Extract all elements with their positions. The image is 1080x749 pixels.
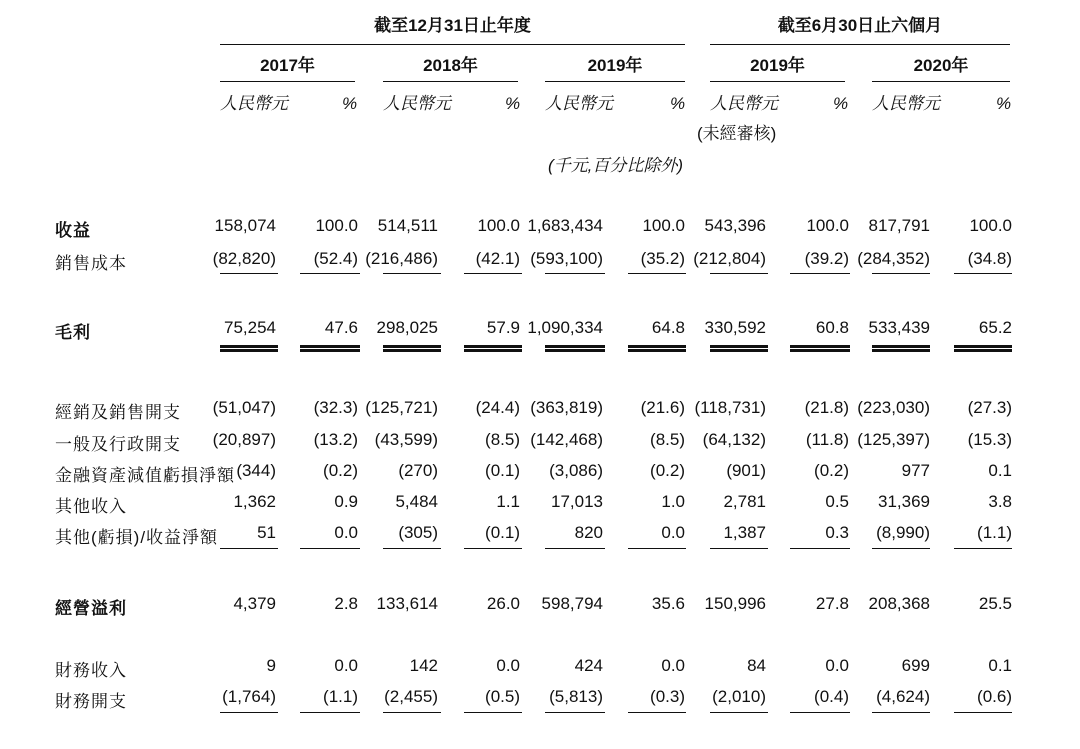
amount-cell: 150,996 bbox=[704, 594, 766, 613]
total-double-rule bbox=[872, 345, 930, 352]
total-double-rule bbox=[790, 345, 850, 352]
subtotal-rule bbox=[628, 712, 686, 713]
amount-cell: (2,455) bbox=[384, 687, 438, 706]
percent-cell: 0.1 bbox=[988, 656, 1012, 675]
percent-header: % bbox=[833, 94, 849, 113]
row-label: 其他(虧損)/收益淨額 bbox=[55, 528, 219, 547]
percent-cell: (0.2) bbox=[814, 461, 849, 480]
subtotal-rule bbox=[710, 548, 768, 549]
percent-cell: (34.8) bbox=[967, 249, 1012, 268]
percent-cell: 0.3 bbox=[825, 523, 849, 542]
amount-cell: 2,781 bbox=[723, 492, 766, 511]
total-double-rule bbox=[954, 345, 1012, 352]
amount-cell: 5,484 bbox=[395, 492, 438, 511]
year-rule bbox=[545, 81, 685, 82]
amount-cell: (4,624) bbox=[876, 687, 930, 706]
percent-header: % bbox=[342, 94, 358, 113]
percent-cell: (0.1) bbox=[485, 523, 520, 542]
amount-cell: (142,468) bbox=[530, 430, 603, 449]
percent-cell: 64.8 bbox=[651, 318, 685, 337]
percent-cell: (8.5) bbox=[650, 430, 685, 449]
percent-cell: (8.5) bbox=[485, 430, 520, 449]
percent-cell: 27.8 bbox=[815, 594, 849, 613]
subtotal-rule bbox=[464, 712, 522, 713]
currency-header: 人民幣元 bbox=[383, 94, 451, 113]
amount-cell: 977 bbox=[901, 461, 930, 480]
currency-header: 人民幣元 bbox=[545, 94, 613, 113]
currency-header: 人民幣元 bbox=[220, 94, 288, 113]
percent-cell: (0.2) bbox=[323, 461, 358, 480]
subtotal-rule bbox=[545, 712, 605, 713]
percent-cell: (11.8) bbox=[805, 430, 849, 449]
percent-cell: 100.0 bbox=[315, 216, 358, 235]
percent-cell: (0.1) bbox=[485, 461, 520, 480]
amount-cell: (5,813) bbox=[549, 687, 603, 706]
amount-cell: 1,090,334 bbox=[527, 318, 603, 337]
unaudited-note: (未經審核) bbox=[697, 124, 777, 143]
percent-cell: (52.4) bbox=[313, 249, 358, 268]
amount-cell: (284,352) bbox=[857, 249, 930, 268]
amount-cell: (901) bbox=[726, 461, 766, 480]
amount-cell: 84 bbox=[747, 656, 766, 675]
subtotal-rule bbox=[628, 273, 686, 274]
amount-cell: (51,047) bbox=[212, 398, 276, 417]
amount-cell: 514,511 bbox=[377, 216, 438, 235]
amount-cell: 1,362 bbox=[233, 492, 276, 511]
percent-cell: 0.0 bbox=[661, 523, 685, 542]
percent-cell: (0.4) bbox=[814, 687, 849, 706]
total-double-rule bbox=[300, 345, 360, 352]
year-rule bbox=[710, 81, 845, 82]
row-label: 毛利 bbox=[55, 323, 91, 342]
amount-cell: (8,990) bbox=[876, 523, 930, 542]
amount-cell: (20,897) bbox=[212, 430, 276, 449]
percent-header: % bbox=[505, 94, 521, 113]
percent-cell: 25.5 bbox=[978, 594, 1012, 613]
row-label: 財務開支 bbox=[55, 692, 127, 711]
amount-cell: 533,439 bbox=[868, 318, 930, 337]
currency-header: 人民幣元 bbox=[872, 94, 940, 113]
percent-cell: (13.2) bbox=[313, 430, 358, 449]
percent-cell: (21.6) bbox=[640, 398, 685, 417]
subtotal-rule bbox=[790, 548, 850, 549]
row-label: 一般及行政開支 bbox=[55, 435, 181, 454]
percent-cell: 2.8 bbox=[334, 594, 358, 613]
percent-cell: 0.5 bbox=[825, 492, 849, 511]
subtotal-rule bbox=[300, 273, 360, 274]
row-label: 經銷及銷售開支 bbox=[55, 403, 181, 422]
amount-cell: 817,791 bbox=[868, 216, 930, 235]
amount-cell: 820 bbox=[574, 523, 603, 542]
year-header-2017: 2017年 bbox=[260, 56, 315, 75]
percent-cell: (35.2) bbox=[640, 249, 685, 268]
subtotal-rule bbox=[300, 548, 360, 549]
percent-cell: 60.8 bbox=[815, 318, 849, 337]
amount-cell: 330,592 bbox=[704, 318, 766, 337]
amount-cell: (305) bbox=[398, 523, 438, 542]
amount-cell: 298,025 bbox=[376, 318, 438, 337]
amount-cell: (82,820) bbox=[212, 249, 276, 268]
percent-cell: (15.3) bbox=[967, 430, 1012, 449]
percent-cell: 47.6 bbox=[324, 318, 358, 337]
amount-cell: (344) bbox=[236, 461, 276, 480]
percent-cell: 0.0 bbox=[661, 656, 685, 675]
year-rule bbox=[220, 81, 355, 82]
total-double-rule bbox=[710, 345, 768, 352]
total-double-rule bbox=[383, 345, 441, 352]
subtotal-rule bbox=[954, 273, 1012, 274]
total-double-rule bbox=[628, 345, 686, 352]
percent-cell: 0.9 bbox=[334, 492, 358, 511]
subtotal-rule bbox=[954, 548, 1012, 549]
subtotal-rule bbox=[220, 548, 278, 549]
year-rule bbox=[872, 81, 1010, 82]
row-label: 其他收入 bbox=[55, 497, 127, 516]
amount-cell: (1,764) bbox=[222, 687, 276, 706]
amount-cell: 598,794 bbox=[541, 594, 603, 613]
percent-cell: 0.0 bbox=[334, 656, 358, 675]
amount-cell: 424 bbox=[574, 656, 603, 675]
annual-period-title: 截至12月31日止年度 bbox=[374, 16, 531, 35]
percent-cell: 0.1 bbox=[988, 461, 1012, 480]
amount-cell: 208,368 bbox=[868, 594, 930, 613]
percent-cell: (1.1) bbox=[323, 687, 358, 706]
subtotal-rule bbox=[464, 548, 522, 549]
percent-cell: 100.0 bbox=[969, 216, 1012, 235]
percent-cell: (0.2) bbox=[650, 461, 685, 480]
subtotal-rule bbox=[872, 548, 930, 549]
percent-cell: 35.6 bbox=[651, 594, 685, 613]
year-header-2020-h1: 2020年 bbox=[913, 56, 969, 75]
subtotal-rule bbox=[790, 273, 850, 274]
amount-cell: 31,369 bbox=[878, 492, 930, 511]
subtotal-rule bbox=[710, 712, 768, 713]
subtotal-rule bbox=[383, 712, 441, 713]
percent-cell: (0.3) bbox=[650, 687, 685, 706]
percent-cell: 0.0 bbox=[825, 656, 849, 675]
row-label: 銷售成本 bbox=[55, 254, 127, 273]
subtotal-rule bbox=[872, 273, 930, 274]
amount-cell: (3,086) bbox=[549, 461, 603, 480]
amount-cell: (2,010) bbox=[712, 687, 766, 706]
amount-cell: 158,074 bbox=[214, 216, 276, 235]
amount-cell: (64,132) bbox=[702, 430, 766, 449]
percent-cell: 1.0 bbox=[661, 492, 685, 511]
subtotal-rule bbox=[954, 712, 1012, 713]
subtotal-rule bbox=[220, 712, 278, 713]
half-year-header-rule bbox=[710, 44, 1010, 45]
amount-cell: 4,379 bbox=[233, 594, 276, 613]
amount-cell: 543,396 bbox=[704, 216, 766, 235]
subtotal-rule bbox=[220, 273, 278, 274]
percent-cell: (39.2) bbox=[804, 249, 849, 268]
percent-cell: (42.1) bbox=[475, 249, 520, 268]
amount-cell: 51 bbox=[257, 523, 276, 542]
amount-cell: (125,397) bbox=[857, 430, 930, 449]
percent-header: % bbox=[670, 94, 686, 113]
percent-cell: 65.2 bbox=[978, 318, 1012, 337]
amount-cell: (118,731) bbox=[694, 398, 766, 417]
subtotal-rule bbox=[464, 273, 522, 274]
percent-cell: 0.0 bbox=[334, 523, 358, 542]
percent-cell: 100.0 bbox=[642, 216, 685, 235]
subtotal-rule bbox=[628, 548, 686, 549]
percent-cell: (0.5) bbox=[485, 687, 520, 706]
subtotal-rule bbox=[300, 712, 360, 713]
total-double-rule bbox=[545, 345, 605, 352]
year-header-2019-h1: 2019年 bbox=[750, 56, 805, 75]
amount-cell: (43,599) bbox=[374, 430, 438, 449]
percent-cell: 26.0 bbox=[486, 594, 520, 613]
percent-cell: (1.1) bbox=[977, 523, 1012, 542]
amount-cell: (125,721) bbox=[365, 398, 438, 417]
percent-cell: 0.0 bbox=[496, 656, 520, 675]
row-label: 金融資產減值虧損淨額 bbox=[55, 466, 235, 485]
row-label: 收益 bbox=[55, 221, 91, 240]
half-year-period-title: 截至6月30日止六個月 bbox=[777, 16, 943, 35]
year-header-2019: 2019年 bbox=[587, 56, 643, 75]
row-label: 財務收入 bbox=[55, 661, 127, 680]
subtotal-rule bbox=[790, 712, 850, 713]
total-double-rule bbox=[220, 345, 278, 352]
amount-cell: 142 bbox=[409, 656, 438, 675]
percent-cell: 57.9 bbox=[486, 318, 520, 337]
subtotal-rule bbox=[872, 712, 930, 713]
percent-cell: (27.3) bbox=[967, 398, 1012, 417]
year-rule bbox=[383, 81, 518, 82]
percent-cell: 100.0 bbox=[806, 216, 849, 235]
units-note: (千元,百分比除外) bbox=[548, 156, 684, 175]
percent-cell: 3.8 bbox=[988, 492, 1012, 511]
subtotal-rule bbox=[383, 273, 441, 274]
amount-cell: 9 bbox=[266, 656, 276, 675]
amount-cell: 133,614 bbox=[376, 594, 438, 613]
amount-cell: (212,804) bbox=[693, 249, 766, 268]
percent-cell: 100.0 bbox=[477, 216, 520, 235]
amount-cell: 17,013 bbox=[551, 492, 603, 511]
percent-header: % bbox=[996, 94, 1012, 113]
percent-cell: (24.4) bbox=[475, 398, 520, 417]
percent-cell: 1.1 bbox=[496, 492, 520, 511]
percent-cell: (0.6) bbox=[977, 687, 1012, 706]
subtotal-rule bbox=[383, 548, 441, 549]
currency-header: 人民幣元 bbox=[710, 94, 778, 113]
amount-cell: 75,254 bbox=[224, 318, 276, 337]
amount-cell: 699 bbox=[901, 656, 930, 675]
percent-cell: (32.3) bbox=[313, 398, 358, 417]
amount-cell: (216,486) bbox=[365, 249, 438, 268]
row-label: 經營溢利 bbox=[55, 599, 127, 618]
amount-cell: (270) bbox=[398, 461, 438, 480]
subtotal-rule bbox=[545, 273, 605, 274]
amount-cell: 1,387 bbox=[723, 523, 766, 542]
amount-cell: (363,819) bbox=[530, 398, 603, 417]
annual-header-rule bbox=[220, 44, 685, 45]
amount-cell: (223,030) bbox=[857, 398, 930, 417]
year-header-2018: 2018年 bbox=[423, 56, 478, 75]
amount-cell: 1,683,434 bbox=[527, 216, 603, 235]
subtotal-rule bbox=[545, 548, 605, 549]
percent-cell: (21.8) bbox=[804, 398, 849, 417]
subtotal-rule bbox=[710, 273, 768, 274]
amount-cell: (593,100) bbox=[530, 249, 603, 268]
total-double-rule bbox=[464, 345, 522, 352]
